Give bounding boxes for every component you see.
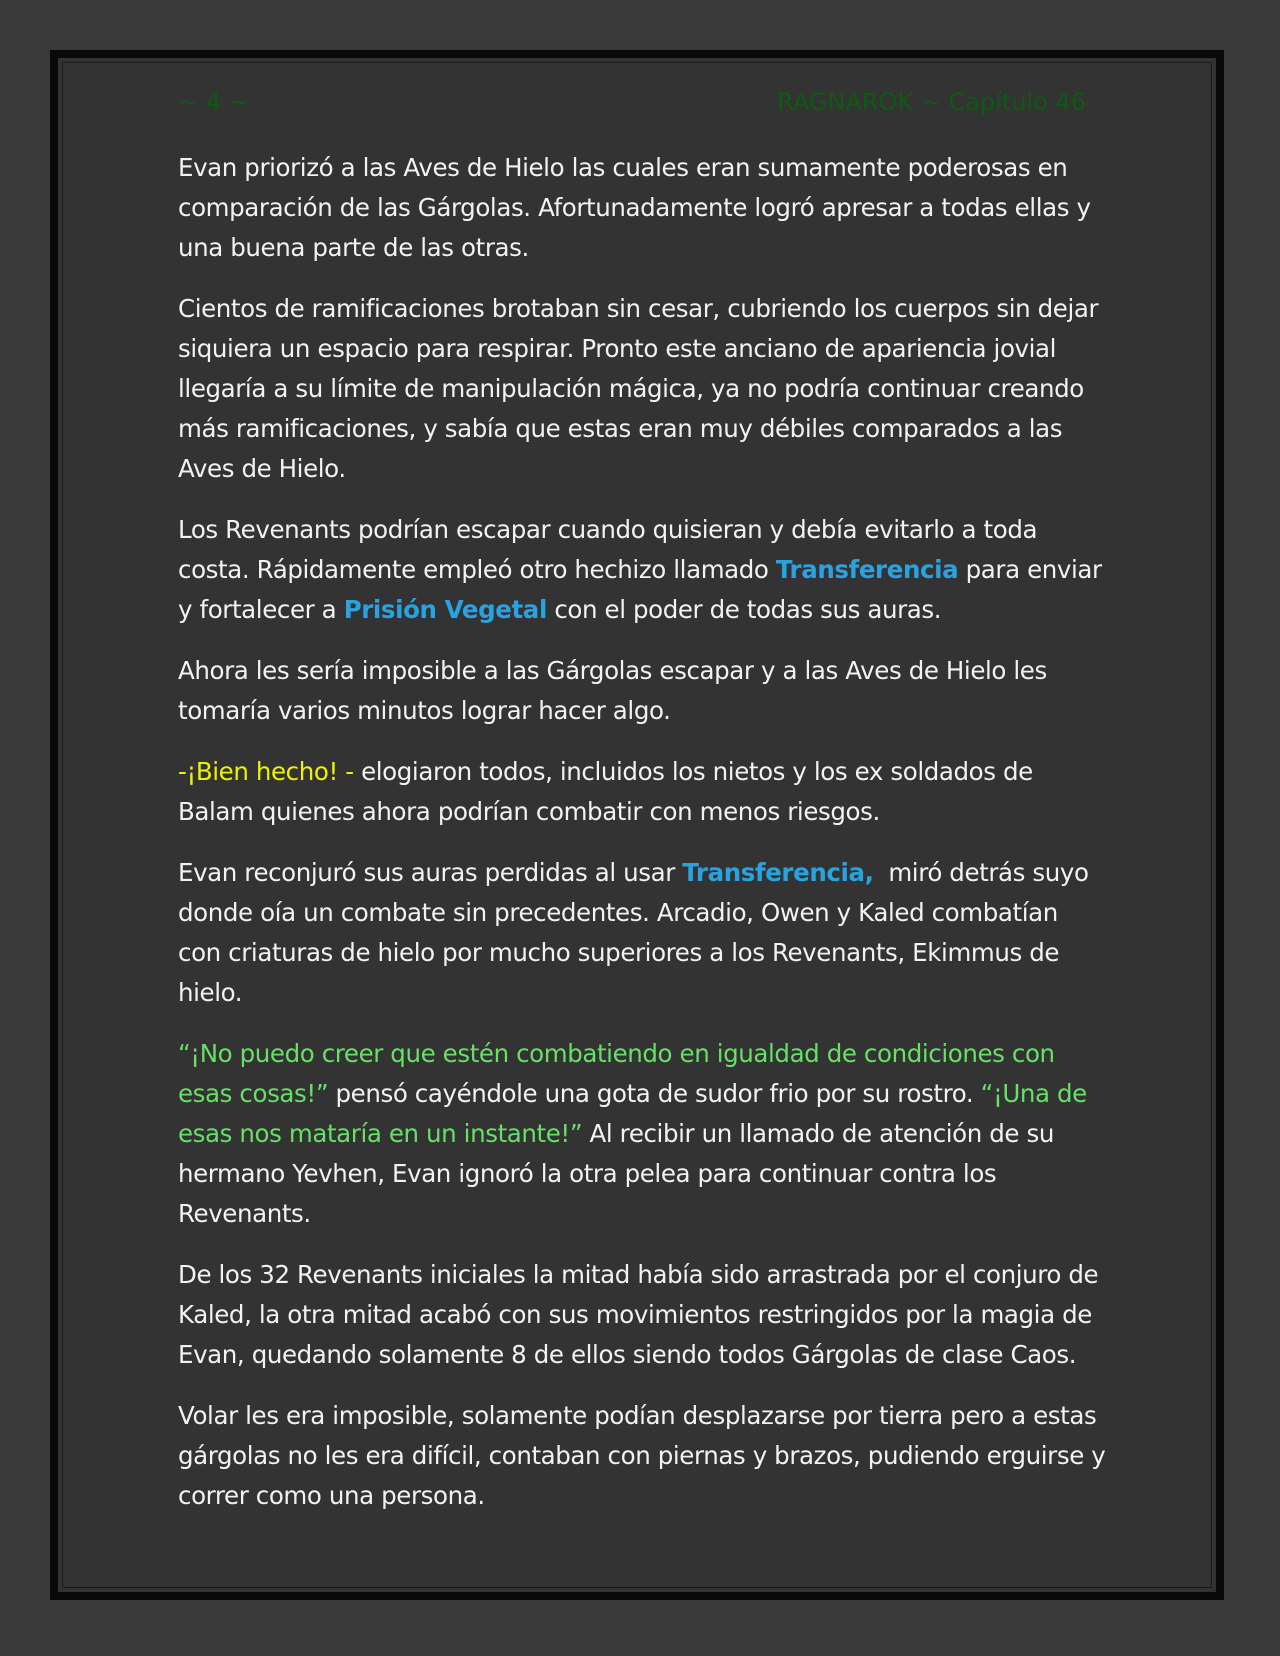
text-run: pensó cayéndole una gota de sudor frio por su rostro.	[328, 1079, 981, 1108]
paragraph	[178, 1034, 1108, 1234]
text-run: Evan priorizó a las Aves de Hielo las cuales eran sumamente poderosas en comparación de las Gárgolas. Afortunadamente logró apresar a todas ellas y una buena parte de las otras.	[178, 153, 1091, 262]
text-run: elogiaron todos, incluidos los nietos y los ex soldados de Balam quienes ahora podrían combatir con menos riesgos.	[178, 757, 1033, 826]
running-header	[178, 82, 1086, 122]
paragraph	[178, 289, 1108, 489]
page-number: ~ 4 ~	[178, 88, 249, 116]
text-run: Ahora les sería imposible a las Gárgolas escapar y a las Aves de Hielo les tomaría varios minutos lograr hacer algo.	[178, 656, 1047, 725]
page-body	[178, 148, 1108, 1537]
text-run: miró detrás suyo donde oía un combate sin precedentes. Arcadio, Owen y Kaled combatían con criaturas de hielo por mucho superiores a los Revenants, Ekimmus de hielo.	[178, 858, 1096, 1007]
text-run: para enviar y fortalecer a	[178, 555, 1102, 624]
paragraph	[178, 752, 1108, 832]
book-title: RAGNAROK ~ Capítulo 46	[777, 88, 1086, 116]
text-run: Cientos de ramificaciones brotaban sin cesar, cubriendo los cuerpos sin dejar siquiera un espacio para respirar. Pronto este anciano de apariencia jovial llegaría a su límite de manipulación mágica, ya no podría continuar creando más ramificaciones, y sabía que estas eran muy débiles comparados a las Aves de Hielo.	[178, 294, 1099, 483]
text-run: Evan reconjuró sus auras perdidas al usar	[178, 858, 683, 887]
thought: “¡No puedo creer que estén combatiendo en igualdad de condiciones con esas cosas!”	[178, 1039, 1055, 1108]
text-run: De los 32 Revenants iniciales la mitad había sido arrastrada por el conjuro de Kaled, la otra mitad acabó con sus movimientos restringidos por la magia de Evan, quedando solamente 8 de ellos siendo todos Gárgolas de clase Caos.	[178, 1260, 1099, 1369]
dialogue: -¡Bien hecho! -	[178, 757, 354, 786]
text-run: con el poder de todas sus auras.	[546, 595, 942, 624]
paragraph	[178, 651, 1108, 731]
paragraph	[178, 853, 1108, 1013]
spell-name: Prisión Vegetal	[343, 595, 547, 624]
page	[50, 50, 1224, 1600]
text-run: Los Revenants podrían escapar cuando quisieran y debía evitarlo a toda costa. Rápidamente empleó otro hechizo llamado	[178, 515, 1038, 584]
spell-name: Transferencia,	[682, 858, 874, 887]
paragraph	[178, 148, 1108, 268]
spell-name: Transferencia	[775, 555, 959, 584]
text-run: Volar les era imposible, solamente podían desplazarse por tierra pero a estas gárgolas no les era difícil, contaban con piernas y brazos, pudiendo erguirse y correr como una persona.	[178, 1401, 1106, 1510]
paragraph	[178, 1255, 1108, 1375]
thought: “¡Una de esas nos mataría en un instante!”	[178, 1079, 1087, 1148]
paragraph	[178, 510, 1108, 630]
text-run: Al recibir un llamado de atención de su hermano Yevhen, Evan ignoró la otra pelea para continuar contra los Revenants.	[178, 1119, 1054, 1228]
paragraph	[178, 1396, 1108, 1516]
